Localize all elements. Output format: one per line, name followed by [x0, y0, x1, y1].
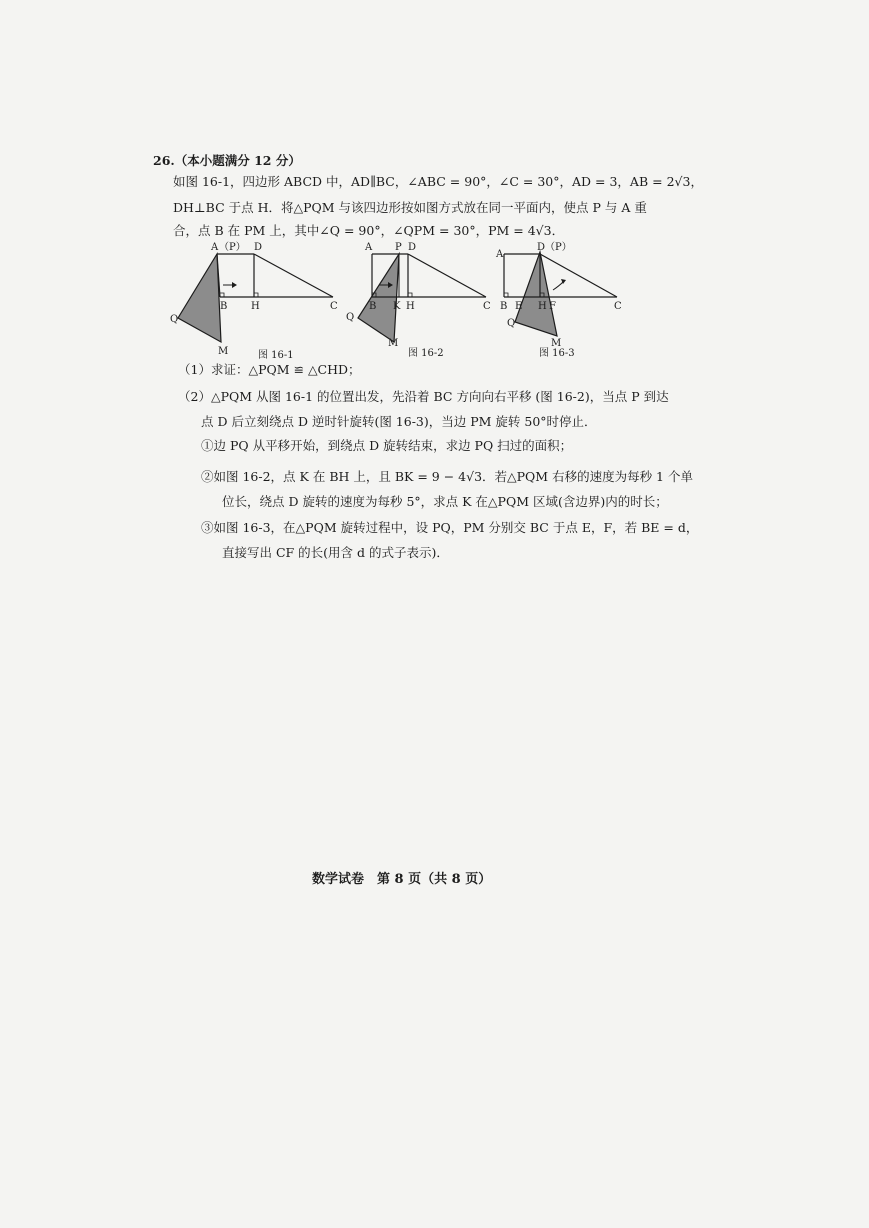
part-2-text-line-1: （2）△PQM 从图 16-1 的位置出发，先沿着 BC 方向向右平移 (图 16-2)，当点 P 到达 — [178, 389, 669, 404]
figure-16-3 — [495, 240, 630, 362]
label-a: A — [211, 242, 219, 253]
figure-caption-16-3: 图 16-3 — [539, 348, 575, 359]
subquestion-3-text-line-2: 直接写出 CF 的长(用含 d 的式子表示)． — [222, 545, 449, 560]
label-m: M — [551, 338, 562, 349]
label-m: M — [218, 346, 229, 357]
question-header: 26.（本小题满分 12 分） — [153, 153, 301, 168]
part-1-text: （1）求证：△PQM ≌ △CHD； — [178, 362, 361, 377]
label-p: （P） — [219, 242, 246, 253]
label-b: B — [500, 301, 508, 312]
subquestion-2-text-line-2: 位长，绕点 D 旋转的速度为每秒 5°，求点 K 在△PQM 区域(含边界)内的时长； — [222, 494, 668, 509]
subquestion-3-text-line-1: ③如图 16-3，在△PQM 旋转过程中，设 PQ，PM 分别交 BC 于点 E，F，若 BE = d， — [201, 520, 699, 535]
label-q: Q — [507, 318, 516, 329]
label-k: K — [393, 301, 401, 312]
question-text-line-3: 合，点 B 在 PM 上，其中∠Q = 90°，∠QPM = 30°，PM = 4√3． — [173, 223, 565, 238]
label-m: M — [388, 338, 399, 349]
figure-caption-16-2: 图 16-2 — [408, 348, 444, 359]
label-f: F — [549, 301, 556, 312]
label-a: A — [365, 242, 373, 253]
label-d: D — [537, 242, 546, 253]
label-q: Q — [170, 314, 179, 325]
subquestion-1-text: ①边 PQ 从平移开始，到绕点 D 旋转结束，求边 PQ 扫过的面积； — [201, 438, 573, 453]
label-c: C — [614, 301, 622, 312]
label-d: D — [254, 242, 263, 253]
label-p: P — [395, 242, 402, 253]
label-p: （P） — [545, 242, 572, 253]
figure-16-1-svg — [170, 240, 345, 362]
triangle-pqm-fill — [515, 252, 557, 336]
label-c: C — [330, 301, 338, 312]
label-d: D — [408, 242, 417, 253]
label-a: A — [496, 249, 504, 260]
label-h: H — [406, 301, 415, 312]
label-q: Q — [346, 312, 355, 323]
label-e: E — [515, 301, 523, 312]
figure-16-1 — [170, 240, 345, 362]
triangle-pqm-fill — [358, 254, 399, 342]
question-text-line-1: 如图 16-1，四边形 ABCD 中，AD∥BC，∠ABC = 90°，∠C = 30°，AD = 3，AB = 2√3， — [173, 174, 703, 189]
label-b: B — [369, 301, 377, 312]
label-h: H — [538, 301, 547, 312]
subquestion-2-text-line-1: ②如图 16-2，点 K 在 BH 上，且 BK = 9 − 4√3．若△PQM 右移的速度为每秒 1 个单 — [201, 469, 693, 484]
figure-16-3-svg — [495, 240, 630, 362]
label-c: C — [483, 301, 491, 312]
figure-16-2 — [338, 240, 498, 362]
label-h: H — [251, 301, 260, 312]
question-text-line-2: DH⊥BC 于点 H．将△PQM 与该四边形按如图方式放在同一平面内，使点 P 与 A 重 — [173, 200, 647, 215]
page-footer: 数学试卷 第 8 页（共 8 页） — [312, 872, 492, 887]
triangle-pqm-fill — [178, 254, 221, 342]
figure-16-2-svg — [338, 240, 498, 362]
figure-caption-16-1: 图 16-1 — [258, 350, 294, 361]
label-b: B — [220, 301, 228, 312]
part-2-text-line-2: 点 D 后立刻绕点 D 逆时针旋转(图 16-3)，当边 PM 旋转 50°时停止． — [201, 414, 597, 429]
